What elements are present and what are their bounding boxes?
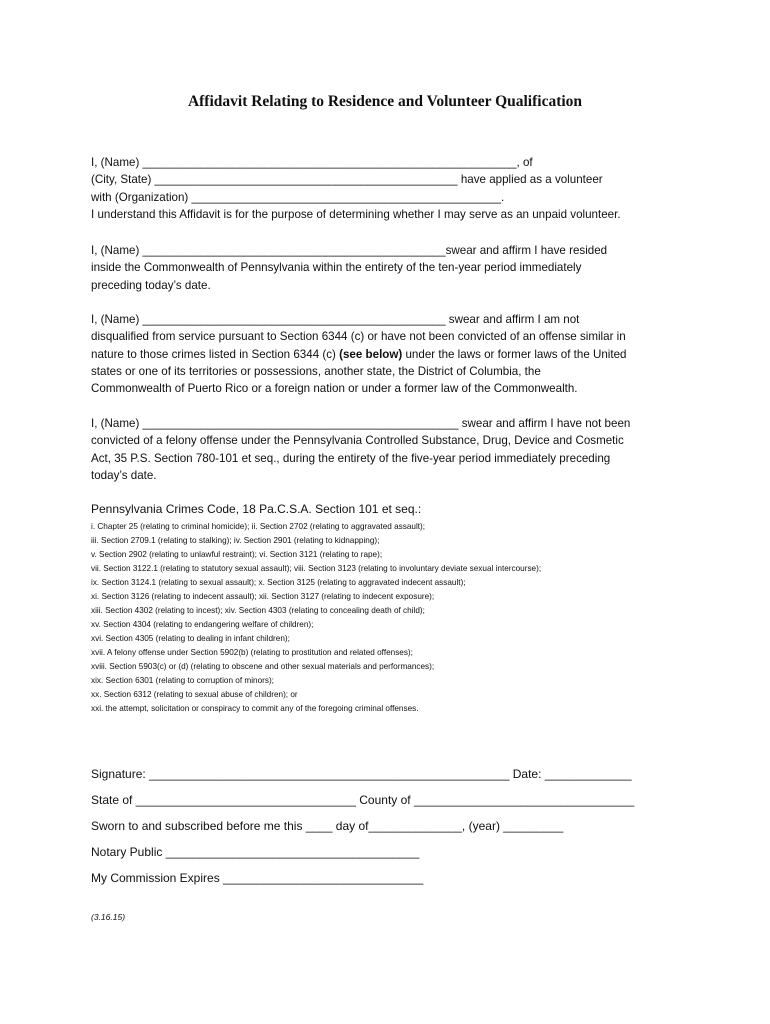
document-title: Affidavit Relating to Residence and Volunteer Qualification [187,93,583,110]
crime-item: xvii. A felony offense under Section 5902(b) (relating to prostitution and related offenses); [91,648,413,657]
disqualification-name-line[interactable]: I, (Name) _______________________________________________ swear and affirm I am not [91,313,580,326]
see-below-note: (see below) [339,347,403,361]
disqualification-text: Commonwealth of Puerto Rico or a foreign nation or under a former law of the Commonwealth. [91,382,578,396]
sworn-line[interactable]: Sworn to and subscribed before me this ____ day of______________, (year) _________ [91,819,564,833]
residence-paragraph [91,242,691,294]
purpose-statement: I understand this Affidavit is for the purpose of determining whether I may serve as an unpaid volunteer. [91,207,621,221]
crimes-code-heading: Pennsylvania Crimes Code, 18 Pa.C.S.A. Section 101 et seq.: [91,502,422,516]
notary-public-line[interactable]: Notary Public ______________________________________ [91,845,420,859]
crime-item: v. Section 2902 (relating to unlawful restraint); vi. Section 3121 (relating to rape); [91,550,383,559]
crime-item: iii. Section 2709.1 (relating to stalking); iv. Section 2901 (relating to kidnapping); [91,536,380,545]
city-state-line[interactable]: (City, State) _______________________________________________ have applied as a volunteer [91,173,603,187]
residence-text: inside the Commonwealth of Pennsylvania within the entirety of the ten-year period immediately [91,261,582,275]
disqualification-text: disqualified from service pursuant to Section 6344 (c) or have not been convicted of an offense similar in [91,330,626,344]
crime-item: i. Chapter 25 (relating to criminal homicide); ii. Section 2702 (relating to aggravated assault); [91,522,426,531]
disqualification-paragraph [91,311,691,397]
crime-item: xiii. Section 4302 (relating to incest); xiv. Section 4303 (relating to concealing death of child); [91,606,425,615]
organization-line[interactable]: with (Organization) ________________________________________________. [91,190,505,204]
state-county-line[interactable]: State of _________________________________ County of _________________________________ [91,793,635,807]
crime-item: xviii. Section 5903(c) or (d) (relating to obscene and other sexual materials and performances); [91,662,435,671]
volunteer-info-paragraph [91,154,691,223]
crimes-list [91,520,711,716]
crime-item: xv. Section 4304 (relating to endangering welfare of children); [91,620,314,629]
disqualification-text-post: under the laws or former laws of the United [402,347,627,361]
form-version: (3.16.15) [91,912,126,922]
crime-item: vii. Section 3122.1 (relating to statutory sexual assault); viii. Section 3123 (relating to involuntary deviate sexual intercourse); [91,564,542,573]
disqualification-text [91,346,691,363]
crime-item: xvi. Section 4305 (relating to dealing in infant children); [91,634,290,643]
crime-item: xxi. the attempt, solicitation or conspiracy to commit any of the foregoing criminal offenses. [91,704,419,713]
felony-paragraph [91,415,691,484]
felony-text: today’s date. [91,468,157,482]
residence-name-line[interactable]: I, (Name) _______________________________________________swear and affirm I have resided [91,244,608,257]
commission-expires-line[interactable]: My Commission Expires ______________________________ [91,871,424,885]
felony-text: Act, 35 P.S. Section 780-101 et seq., during the entirety of the five-year period immediately preceding [91,451,611,465]
felony-text: convicted of a felony offense under the Pennsylvania Controlled Substance, Drug, Device and Cosmetic [91,434,624,448]
crime-item: xi. Section 3126 (relating to indecent assault); xii. Section 3127 (relating to indecent exposure); [91,592,435,601]
felony-name-line[interactable]: I, (Name) _________________________________________________ swear and affirm I have not been [91,417,631,430]
crime-item: xx. Section 6312 (relating to sexual abuse of children); or [91,690,298,699]
disqualification-text-pre: nature to those crimes listed in Section 6344 (c) [91,347,340,361]
disqualification-text: states or one of its territories or possessions, another state, the District of Columbia, the [91,364,541,378]
signature-date-line[interactable]: Signature: ______________________________________________________ Date: _____________ [91,767,632,781]
crime-item: xix. Section 6301 (relating to corruption of minors); [91,676,274,685]
crime-item: ix. Section 3124.1 (relating to sexual assault); x. Section 3125 (relating to aggravated indecent assault); [91,578,466,587]
residence-text: preceding today’s date. [91,278,211,292]
name-line[interactable]: I, (Name) __________________________________________________________, of [91,156,533,169]
